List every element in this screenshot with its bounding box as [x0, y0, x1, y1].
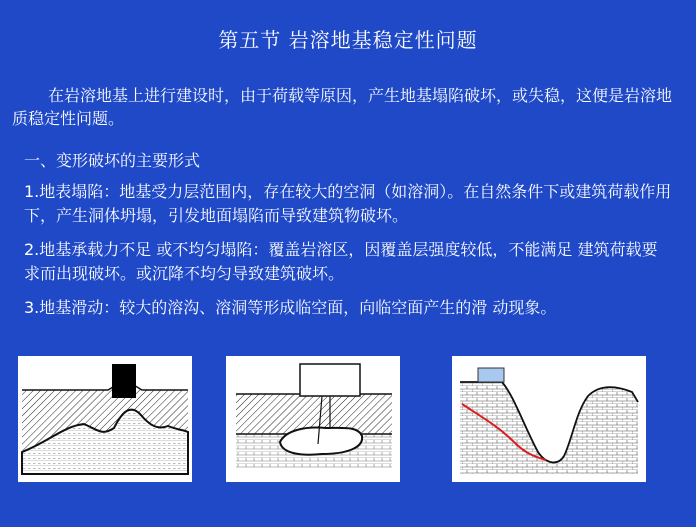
item-bearing-capacity: 2.地基承载力不足 或不均匀塌陷：覆盖岩溶区，因覆盖层强度较低，不能满足 建筑荷载要求而出现破坏。或沉降不均匀导致建筑破坏。 — [24, 240, 658, 283]
building-column — [300, 364, 360, 396]
figure-bearing-failure — [226, 356, 400, 482]
slope-building — [478, 368, 504, 382]
karst-cave — [280, 428, 362, 455]
item-foundation-sliding: 3.地基滑动：较大的溶沟、溶洞等形成临空面，向临空面产生的滑 动现象。 — [24, 298, 557, 317]
figure-foundation-sliding — [452, 356, 646, 482]
item-surface-collapse: 1.地表塌陷：地基受力层范围内，存在较大的空洞（如溶洞）。在自然条件下或建筑荷载作用下，产生洞体坍塌，引发地面塌陷而导致建筑物破坏。 — [24, 182, 672, 225]
building-block — [112, 364, 136, 398]
figure-surface-collapse — [18, 356, 192, 482]
section-heading: 一、变形破坏的主要形式 — [24, 151, 201, 170]
intro-paragraph: 在岩溶地基上进行建设时，由于荷载等原因，产生地基塌陷破坏，或失稳，这便是岩溶地质稳定性问题。 — [12, 86, 673, 128]
slide-title: 第五节 岩溶地基稳定性问题 — [218, 28, 478, 52]
